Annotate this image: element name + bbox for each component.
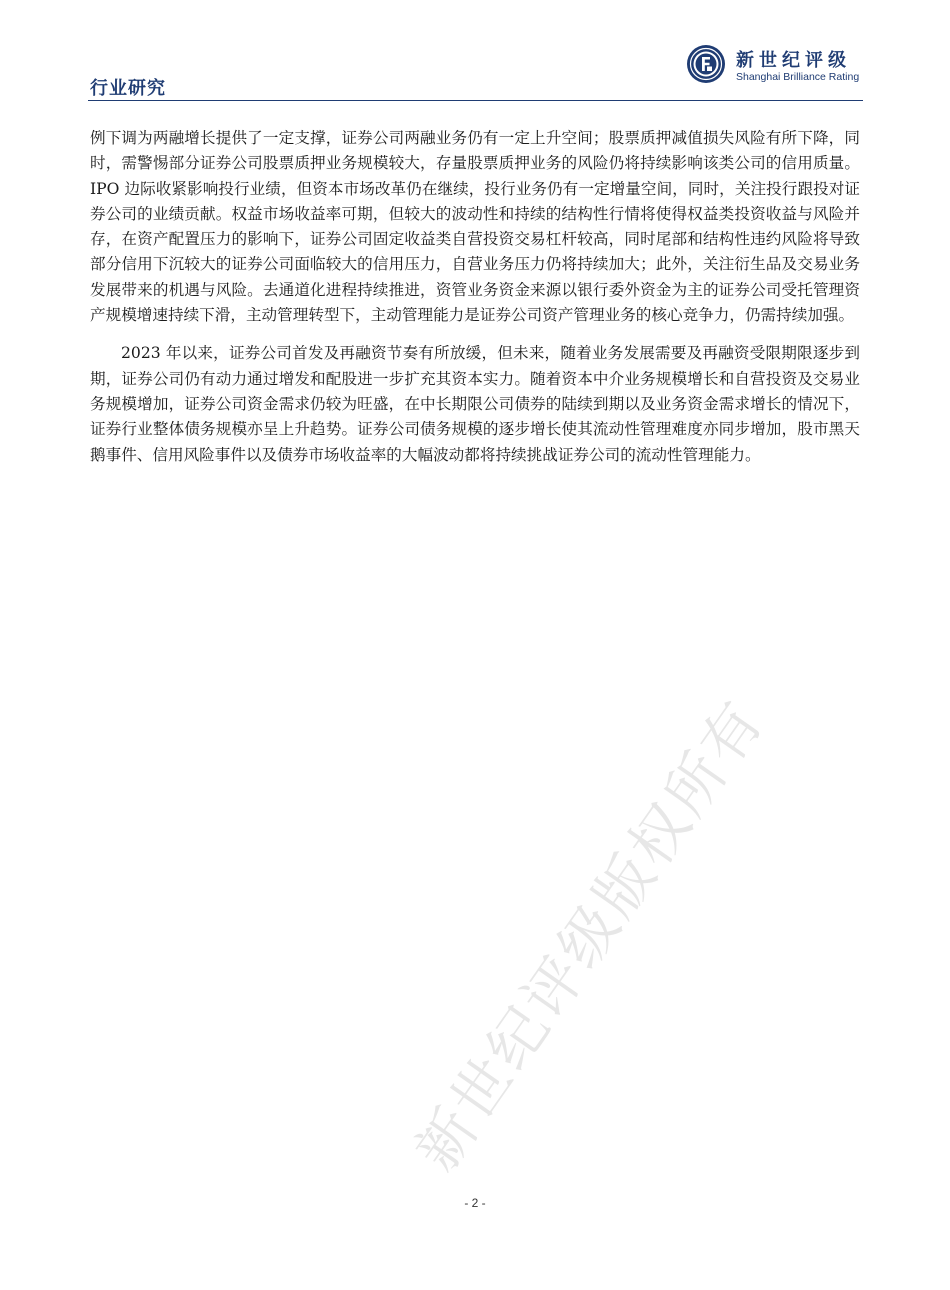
logo-chinese-name: 新世纪评级 bbox=[736, 50, 851, 71]
logo-english-name: Shanghai Brilliance Rating bbox=[736, 71, 860, 83]
paragraph-continued: 例下调为两融增长提供了一定支撑，证券公司两融业务仍有一定上升空间；股票质押减值损失风险有所下降，同时，需警惕部分证券公司股票质押业务规模较大，存量股票质押业务的风险仍将持续影响该类公司的信用质量。IPO 边际收紧影响投行业绩，但资本市场改革仍在继续，投行业务仍有一定增量空间，同时，关注投行跟投对证券公司的业绩贡献。权益市场收益率可期，但较大的波动性和持续的结构性行情将使得权益类投资收益与风险并存，在资产配置压力的影响下，证券公司固定收益类自营投资交易杠杆较高，同时尾部和结构性违约风险将导致部分信用下沉较大的证券公司面临较大的信用压力，自营业务压力仍将持续加大；此外，关注衍生品及交易业务发展带来的机遇与风险。去通道化进程持续推进，资管业务资金来源以银行委外资金为主的证券公司受托管理资产规模增速持续下滑，主动管理转型下，主动管理能力是证券公司资产管理业务的核心竞争力，仍需持续加强。 bbox=[90, 129, 860, 325]
company-logo bbox=[686, 44, 866, 88]
page-number: - 2 - bbox=[464, 1196, 486, 1210]
copyright-watermark: 新世纪评级版权所有 bbox=[402, 686, 778, 1183]
header-divider bbox=[88, 100, 863, 101]
page-header bbox=[0, 0, 950, 104]
main-content bbox=[90, 126, 860, 481]
section-title: 行业研究 bbox=[90, 78, 166, 99]
paragraph-2023-outlook: 2023 年以来，证券公司首发及再融资节奏有所放缓，但未来，随着业务发展需要及再融资受限期限逐步到期，证券公司仍有动力通过增发和配股进一步扩充其资本实力。随着资本中介业务规模增长和自营投资及交易业务规模增加，证券公司资金需求仍较为旺盛，在中长期限公司债券的陆续到期以及业务资金需求增长的情况下，证券行业整体债务规模亦呈上升趋势。证券公司债务规模的逐步增长使其流动性管理难度亦同步增加，股市黑天鹅事件、信用风险事件以及债券市场收益率的大幅波动都将持续挑战证券公司的流动性管理能力。 bbox=[90, 344, 860, 464]
company-emblem-icon bbox=[686, 44, 726, 84]
